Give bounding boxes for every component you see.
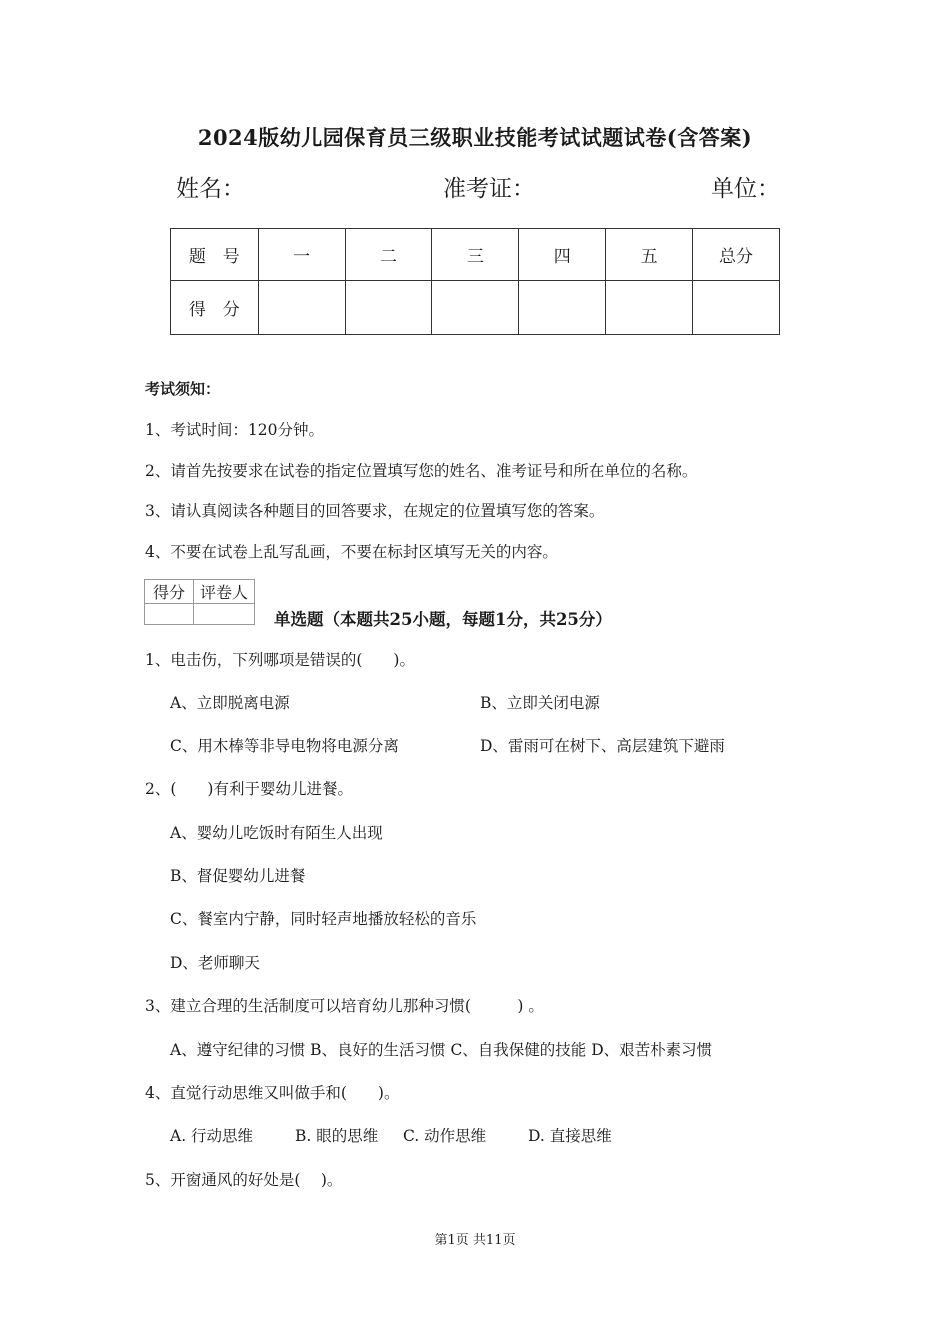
question-option[interactable]: C、餐室内宁静，同时轻声地播放轻松的音乐 bbox=[170, 910, 477, 928]
question-stem: 5、开窗通风的好处是( )。 bbox=[145, 1171, 343, 1189]
score-header-label: 题 号 bbox=[171, 229, 259, 281]
section-title: 单选题（本题共25小题，每题1分，共25分） bbox=[274, 610, 612, 629]
question-option[interactable]: D、雷雨可在树下、高层建筑下避雨 bbox=[480, 737, 725, 755]
page-title: 2024版幼儿园保育员三级职业技能考试试题试卷(含答案) bbox=[197, 125, 753, 150]
grader-name-label: 评卷人 bbox=[194, 580, 255, 604]
question-stem: 2、( )有利于婴幼儿进餐。 bbox=[145, 780, 353, 798]
score-cell-5[interactable] bbox=[606, 281, 693, 335]
score-cell-total[interactable] bbox=[693, 281, 780, 335]
question-option[interactable]: C、用木棒等非导电物将电源分离 bbox=[170, 737, 399, 755]
score-header-2: 二 bbox=[345, 229, 432, 281]
grader-score-cell[interactable] bbox=[145, 604, 194, 625]
notice-item: 2、请首先按要求在试卷的指定位置填写您的姓名、准考证号和所在单位的名称。 bbox=[145, 462, 698, 480]
score-table bbox=[170, 228, 780, 335]
question-option[interactable]: B、督促婴幼儿进餐 bbox=[170, 867, 306, 885]
grader-name-cell[interactable] bbox=[194, 604, 255, 625]
exam-id-field-label: 准考证： bbox=[443, 176, 535, 202]
grader-score-label: 得分 bbox=[145, 580, 194, 604]
notice-item: 4、不要在试卷上乱写乱画，不要在标封区填写无关的内容。 bbox=[145, 543, 558, 561]
page-footer: 第1页 共11页 bbox=[434, 1233, 516, 1248]
question-option[interactable]: A. 行动思维 bbox=[170, 1127, 254, 1145]
score-table-header-row bbox=[171, 229, 780, 281]
score-cell-4[interactable] bbox=[519, 281, 606, 335]
unit-field-label: 单位： bbox=[711, 176, 780, 202]
question-options-inline[interactable]: A、遵守纪律的习惯 B、良好的生活习惯 C、自我保健的技能 D、艰苦朴素习惯 bbox=[170, 1041, 713, 1059]
question-option[interactable]: B、立即关闭电源 bbox=[480, 694, 600, 712]
score-table-score-row bbox=[171, 281, 780, 335]
score-header-5: 五 bbox=[606, 229, 693, 281]
score-header-total: 总分 bbox=[693, 229, 780, 281]
name-field-label: 姓名： bbox=[176, 176, 245, 202]
question-option[interactable]: D. 直接思维 bbox=[528, 1127, 612, 1145]
question-option[interactable]: D、老师聊天 bbox=[170, 954, 260, 972]
score-header-4: 四 bbox=[519, 229, 606, 281]
question-option[interactable]: B. 眼的思维 bbox=[295, 1127, 379, 1145]
question-option[interactable]: A、立即脱离电源 bbox=[170, 694, 290, 712]
score-cell-3[interactable] bbox=[432, 281, 519, 335]
score-row-label: 得 分 bbox=[171, 281, 259, 335]
notice-item: 3、请认真阅读各种题目的回答要求，在规定的位置填写您的答案。 bbox=[145, 502, 605, 520]
question-stem: 1、电击伤，下列哪项是错误的( )。 bbox=[145, 651, 415, 669]
question-stem: 4、直觉行动思维又叫做手和( )。 bbox=[145, 1084, 400, 1102]
notice-item: 1、考试时间：120分钟。 bbox=[145, 421, 324, 439]
score-cell-1[interactable] bbox=[258, 281, 345, 335]
score-cell-2[interactable] bbox=[345, 281, 432, 335]
question-stem: 3、建立合理的生活制度可以培育幼儿那种习惯( ) 。 bbox=[145, 997, 544, 1015]
question-option[interactable]: C. 动作思维 bbox=[403, 1127, 487, 1145]
score-header-3: 三 bbox=[432, 229, 519, 281]
score-header-1: 一 bbox=[258, 229, 345, 281]
grader-box bbox=[144, 579, 255, 625]
notice-heading: 考试须知： bbox=[145, 380, 221, 398]
question-option[interactable]: A、婴幼儿吃饭时有陌生人出现 bbox=[170, 824, 383, 842]
